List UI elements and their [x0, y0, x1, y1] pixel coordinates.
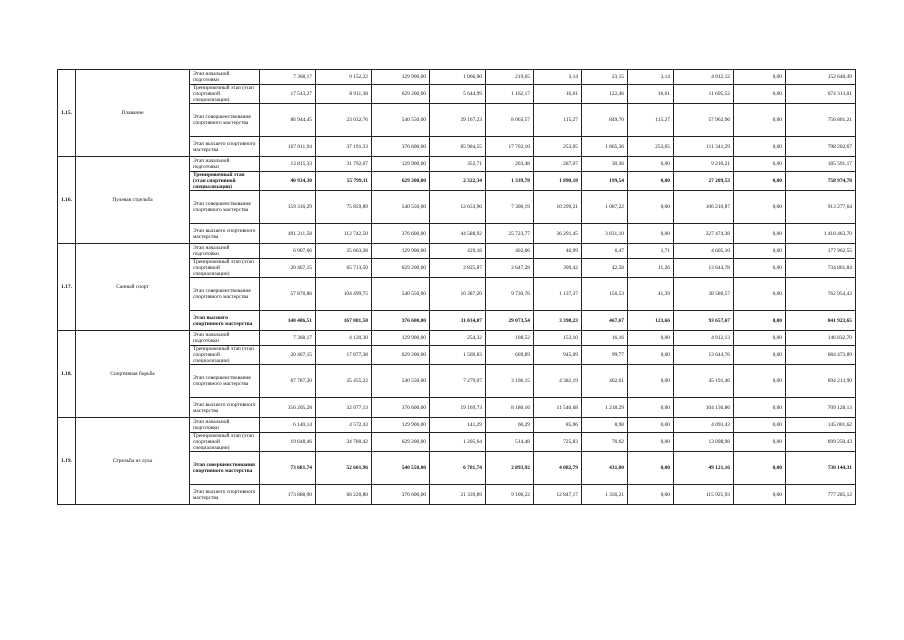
- value-cell: 699 250,43: [786, 433, 856, 452]
- table-row: [58, 418, 856, 433]
- value-cell: 7 300,19: [486, 191, 534, 224]
- value-cell: 93 657,67: [674, 311, 734, 331]
- value-cell: 674 313,01: [786, 85, 856, 104]
- value-cell: 3 106,15: [486, 365, 534, 398]
- value-cell: 20 467,15: [260, 346, 316, 365]
- value-cell: 0,00: [734, 365, 786, 398]
- value-cell: 156 205,28: [260, 398, 316, 418]
- value-cell: 0,00: [734, 331, 786, 346]
- value-cell: 0,00: [734, 137, 786, 157]
- value-cell: 376 600,00: [372, 311, 430, 331]
- value-cell: 6 140,14: [260, 418, 316, 433]
- value-cell: 725,83: [534, 433, 582, 452]
- value-cell: 0,00: [734, 418, 786, 433]
- value-cell: 13 815,33: [260, 157, 316, 172]
- value-cell: 6 781,74: [430, 452, 486, 485]
- stage-label: Этап высшего спортивного мастерства: [190, 137, 260, 157]
- value-cell: 85 984,55: [430, 137, 486, 157]
- value-cell: 141,29: [430, 418, 486, 433]
- value-cell: 669,89: [486, 346, 534, 365]
- value-cell: 1 218,29: [582, 398, 628, 418]
- value-cell: 376 600,00: [372, 398, 430, 418]
- value-cell: 0,00: [628, 331, 674, 346]
- stage-label: Этап совершенствования спортивного мастерства: [190, 191, 260, 224]
- value-cell: 0,00: [734, 85, 786, 104]
- value-cell: 219,65: [486, 70, 534, 85]
- value-cell: 0,00: [628, 365, 674, 398]
- value-cell: 9 730,76: [486, 278, 534, 311]
- value-cell: 167 081,50: [316, 311, 372, 331]
- value-cell: 0,00: [734, 259, 786, 278]
- value-cell: 39 167,23: [430, 104, 486, 137]
- stage-label: Этап высшего спортивного мастерства: [190, 398, 260, 418]
- value-cell: 945,09: [534, 346, 582, 365]
- value-cell: 167 011,94: [260, 137, 316, 157]
- value-cell: 2 647,28: [486, 259, 534, 278]
- value-cell: 756 801,21: [786, 104, 856, 137]
- value-cell: 2 322,34: [430, 172, 486, 191]
- value-cell: 106 210,87: [674, 191, 734, 224]
- value-cell: 23,15: [582, 70, 628, 85]
- value-cell: 11 695,52: [674, 85, 734, 104]
- table-row: [58, 70, 856, 85]
- value-cell: 11 540,68: [534, 398, 582, 418]
- sport-name: Санный спорт: [76, 244, 190, 331]
- value-cell: 254,32: [430, 331, 486, 346]
- value-cell: 13 644,78: [674, 259, 734, 278]
- stage-label: Этап начальной подготовки: [190, 157, 260, 172]
- value-cell: 1 569,83: [430, 346, 486, 365]
- stage-label: Тренировочный этап (этап спортивной специализации): [190, 172, 260, 191]
- stage-label: Тренировочный этап (этап спортивной специализации): [190, 259, 260, 278]
- value-cell: 129 900,00: [372, 244, 430, 259]
- value-cell: 31 792,07: [316, 157, 372, 172]
- value-cell: 798 202,67: [786, 137, 856, 157]
- stage-label: Этап совершенствования спортивного мастерства: [190, 452, 260, 485]
- value-cell: 115,27: [534, 104, 582, 137]
- stage-label: Этап совершенствования спортивного мастерства: [190, 278, 260, 311]
- value-cell: 4 120,30: [316, 331, 372, 346]
- value-cell: 3,14: [534, 70, 582, 85]
- value-cell: 57 870,86: [260, 278, 316, 311]
- stage-label: Этап высшего спортивного мастерства: [190, 224, 260, 244]
- value-cell: 629 200,00: [372, 346, 430, 365]
- value-cell: 913 277,64: [786, 191, 856, 224]
- value-cell: 429,18: [430, 244, 486, 259]
- value-cell: 21 339,89: [430, 485, 486, 505]
- value-cell: 431,00: [582, 452, 628, 485]
- value-cell: 4 382,19: [534, 365, 582, 398]
- value-cell: 115,27: [628, 104, 674, 137]
- value-cell: 129 900,00: [372, 418, 430, 433]
- value-cell: 629 200,00: [372, 433, 430, 452]
- value-cell: 4 912,12: [674, 70, 734, 85]
- value-cell: 684 473,89: [786, 346, 856, 365]
- section-number: 1.18.: [58, 331, 76, 418]
- value-cell: 0,00: [628, 398, 674, 418]
- value-cell: 1 890,18: [534, 172, 582, 191]
- value-cell: 36 291,45: [534, 224, 582, 244]
- value-cell: 1 087,22: [582, 191, 628, 224]
- table-row: [58, 244, 856, 259]
- value-cell: 16,16: [582, 331, 628, 346]
- value-cell: 8 063,57: [486, 104, 534, 137]
- value-cell: 140 486,51: [260, 311, 316, 331]
- value-cell: 41,39: [628, 278, 674, 311]
- value-cell: 16,61: [534, 85, 582, 104]
- value-cell: 309,42: [534, 259, 582, 278]
- value-cell: 0,00: [734, 311, 786, 331]
- value-cell: 491 211,58: [260, 224, 316, 244]
- value-cell: 9 152,22: [316, 70, 372, 85]
- value-cell: 0,00: [734, 224, 786, 244]
- value-cell: 12 653,96: [430, 191, 486, 224]
- section-number: 1.17.: [58, 244, 76, 331]
- value-cell: 467,67: [582, 311, 628, 331]
- value-cell: 253,05: [628, 137, 674, 157]
- value-cell: 694 213,90: [786, 365, 856, 398]
- value-cell: 0,00: [628, 346, 674, 365]
- value-cell: 108,52: [486, 331, 534, 346]
- value-cell: 0,00: [628, 433, 674, 452]
- sport-name: Пулевая стрельба: [76, 157, 190, 244]
- value-cell: 67 787,20: [260, 365, 316, 398]
- value-cell: 44 588,92: [430, 224, 486, 244]
- value-cell: 0,00: [628, 485, 674, 505]
- value-cell: 0,00: [734, 346, 786, 365]
- value-cell: 3 398,23: [534, 311, 582, 331]
- value-cell: 327 474,38: [674, 224, 734, 244]
- value-cell: 27 289,53: [674, 172, 734, 191]
- value-cell: 376 600,00: [372, 137, 430, 157]
- value-cell: 1,71: [628, 244, 674, 259]
- value-cell: 841 923,65: [786, 311, 856, 331]
- value-cell: 0,00: [734, 485, 786, 505]
- value-cell: 25 455,22: [316, 365, 372, 398]
- value-cell: 17 877,38: [316, 346, 372, 365]
- value-cell: 6,47: [582, 244, 628, 259]
- value-cell: 111 341,29: [674, 137, 734, 157]
- value-cell: 49 121,16: [674, 452, 734, 485]
- value-cell: 146 832,70: [786, 331, 856, 346]
- value-cell: 3 831,10: [582, 224, 628, 244]
- value-cell: 86 944,45: [260, 104, 316, 137]
- value-cell: 1 356,21: [582, 485, 628, 505]
- value-cell: 8 180,16: [486, 398, 534, 418]
- value-cell: 66 220,80: [316, 485, 372, 505]
- stage-label: Этап совершенствования спортивного мастерства: [190, 365, 260, 398]
- value-cell: 156,53: [582, 278, 628, 311]
- value-cell: 104 499,75: [316, 278, 372, 311]
- value-cell: 60,29: [486, 418, 534, 433]
- value-cell: 10 299,21: [534, 191, 582, 224]
- value-cell: 629 200,00: [372, 259, 430, 278]
- value-cell: 177 962,55: [786, 244, 856, 259]
- value-cell: 287,07: [534, 157, 582, 172]
- value-cell: 152 648,49: [786, 70, 856, 85]
- value-cell: 462,61: [582, 365, 628, 398]
- value-cell: 29 073,54: [486, 311, 534, 331]
- value-cell: 25 723,77: [486, 224, 534, 244]
- value-cell: 85,06: [534, 418, 582, 433]
- table-row: [58, 331, 856, 346]
- value-cell: 31 034,87: [430, 311, 486, 331]
- value-cell: 20 467,15: [260, 259, 316, 278]
- value-cell: 629 200,00: [372, 85, 430, 104]
- value-cell: 376 600,00: [372, 224, 430, 244]
- stage-label: Тренировочный этап (этап спортивной специализации): [190, 346, 260, 365]
- value-cell: 849,70: [582, 104, 628, 137]
- value-cell: 8 911,38: [316, 85, 372, 104]
- value-cell: 777 285,12: [786, 485, 856, 505]
- value-cell: 57 962,96: [674, 104, 734, 137]
- value-cell: 1 066,90: [430, 70, 486, 85]
- value-cell: 122,46: [582, 85, 628, 104]
- table-row: [58, 157, 856, 172]
- value-cell: 0,00: [628, 172, 674, 191]
- value-cell: 7 368,17: [260, 331, 316, 346]
- value-cell: 9 210,21: [674, 157, 734, 172]
- value-cell: 1 339,78: [486, 172, 534, 191]
- value-cell: 758 974,78: [786, 172, 856, 191]
- value-cell: 1 137,37: [534, 278, 582, 311]
- funding-table: [57, 69, 856, 505]
- value-cell: 4 912,13: [674, 331, 734, 346]
- stage-label: Этап высшего спортивного мастерства: [190, 485, 260, 505]
- value-cell: 762 954,43: [786, 278, 856, 311]
- value-cell: 7 368,17: [260, 70, 316, 85]
- value-cell: 0,00: [628, 224, 674, 244]
- value-cell: 199,54: [582, 172, 628, 191]
- value-cell: 540 550,00: [372, 191, 430, 224]
- value-cell: 2 893,92: [486, 452, 534, 485]
- value-cell: 0,00: [734, 398, 786, 418]
- value-cell: 734 861,84: [786, 259, 856, 278]
- value-cell: 9 106,22: [486, 485, 534, 505]
- value-cell: 540 550,00: [372, 452, 430, 485]
- value-cell: 185 591,17: [786, 157, 856, 172]
- value-cell: 42,58: [582, 259, 628, 278]
- value-cell: 35 663,38: [316, 244, 372, 259]
- value-cell: 629 200,00: [372, 172, 430, 191]
- sport-name: Плавание: [76, 70, 190, 157]
- value-cell: 0,00: [734, 157, 786, 172]
- value-cell: 17 543,27: [260, 85, 316, 104]
- value-cell: 10 387,20: [430, 278, 486, 311]
- value-cell: 0,00: [734, 191, 786, 224]
- value-cell: 0,00: [734, 433, 786, 452]
- value-cell: 11,26: [628, 259, 674, 278]
- value-cell: 123,66: [628, 311, 674, 331]
- value-cell: 514,48: [486, 433, 534, 452]
- value-cell: 34 780,42: [316, 433, 372, 452]
- value-cell: 203,48: [486, 157, 534, 172]
- value-cell: 129 900,00: [372, 70, 430, 85]
- value-cell: 0,00: [734, 70, 786, 85]
- value-cell: 0,00: [734, 104, 786, 137]
- sport-name: Стрельба из лука: [76, 418, 190, 505]
- value-cell: 540 550,00: [372, 278, 430, 311]
- value-cell: 115 925,93: [674, 485, 734, 505]
- section-number: 1.19.: [58, 418, 76, 505]
- value-cell: 2 825,87: [430, 259, 486, 278]
- value-cell: 112 742,50: [316, 224, 372, 244]
- value-cell: 402,06: [486, 244, 534, 259]
- value-cell: 4 605,10: [674, 244, 734, 259]
- value-cell: 45 191,46: [674, 365, 734, 398]
- stage-label: Тренировочный этап (этап спортивной специализации): [190, 433, 260, 452]
- value-cell: 19 648,46: [260, 433, 316, 452]
- value-cell: 0,00: [628, 452, 674, 485]
- value-cell: 32 077,13: [316, 398, 372, 418]
- value-cell: 540 550,00: [372, 365, 430, 398]
- value-cell: 159 316,29: [260, 191, 316, 224]
- value-cell: 55 799,11: [316, 172, 372, 191]
- value-cell: 23 032,76: [316, 104, 372, 137]
- value-cell: 173 888,90: [260, 485, 316, 505]
- value-cell: 253,05: [534, 137, 582, 157]
- value-cell: 4 572,43: [316, 418, 372, 433]
- value-cell: 0,00: [734, 244, 786, 259]
- value-cell: 75 859,89: [316, 191, 372, 224]
- stage-label: Этап начальной подготовки: [190, 244, 260, 259]
- stage-label: Этап совершенствования спортивного мастерства: [190, 104, 260, 137]
- value-cell: 19 169,73: [430, 398, 486, 418]
- value-cell: 4 093,43: [674, 418, 734, 433]
- value-cell: 73 681,74: [260, 452, 316, 485]
- value-cell: 129 900,00: [372, 157, 430, 172]
- value-cell: 1 205,64: [430, 433, 486, 452]
- stage-label: Тренировочный этап (этап спортивной специализации): [190, 85, 260, 104]
- value-cell: 6 907,66: [260, 244, 316, 259]
- value-cell: 129 900,00: [372, 331, 430, 346]
- value-cell: 40 934,30: [260, 172, 316, 191]
- value-cell: 0,00: [628, 191, 674, 224]
- value-cell: 0,00: [628, 157, 674, 172]
- stage-label: Этап начальной подготовки: [190, 418, 260, 433]
- value-cell: 1 162,17: [486, 85, 534, 104]
- value-cell: 730 144,31: [786, 452, 856, 485]
- value-cell: 30,36: [582, 157, 628, 172]
- stage-label: Этап высшего спортивного мастерства: [190, 311, 260, 331]
- value-cell: 0,00: [734, 452, 786, 485]
- value-cell: 5 644,99: [430, 85, 486, 104]
- value-cell: 4 082,79: [534, 452, 582, 485]
- section-number: 1.15.: [58, 70, 76, 157]
- value-cell: 7 279,07: [430, 365, 486, 398]
- value-cell: 52 601,96: [316, 452, 372, 485]
- value-cell: 12 847,17: [534, 485, 582, 505]
- stage-label: Этап начальной подготовки: [190, 70, 260, 85]
- sport-name: Спортивная борьба: [76, 331, 190, 418]
- value-cell: 76,62: [582, 433, 628, 452]
- value-cell: 3,14: [628, 70, 674, 85]
- value-cell: 0,00: [628, 418, 674, 433]
- value-cell: 8,98: [582, 418, 628, 433]
- section-number: 1.16.: [58, 157, 76, 244]
- stage-label: Этап начальной подготовки: [190, 331, 260, 346]
- value-cell: 65 713,50: [316, 259, 372, 278]
- value-cell: 145 001,62: [786, 418, 856, 433]
- value-cell: 17 702,10: [486, 137, 534, 157]
- value-cell: 153,10: [534, 331, 582, 346]
- value-cell: 16,61: [628, 85, 674, 104]
- value-cell: 0,00: [734, 172, 786, 191]
- value-cell: 37 191,33: [316, 137, 372, 157]
- value-cell: 46,99: [534, 244, 582, 259]
- value-cell: 540 550,00: [372, 104, 430, 137]
- value-cell: 1 865,36: [582, 137, 628, 157]
- value-cell: 13 644,76: [674, 346, 734, 365]
- value-cell: 352,71: [430, 157, 486, 172]
- value-cell: 376 600,00: [372, 485, 430, 505]
- value-cell: 1 418 463,70: [786, 224, 856, 244]
- value-cell: 99,77: [582, 346, 628, 365]
- value-cell: 104 136,86: [674, 398, 734, 418]
- value-cell: 13 098,98: [674, 433, 734, 452]
- value-cell: 0,00: [734, 278, 786, 311]
- value-cell: 38 580,57: [674, 278, 734, 311]
- value-cell: 709 128,13: [786, 398, 856, 418]
